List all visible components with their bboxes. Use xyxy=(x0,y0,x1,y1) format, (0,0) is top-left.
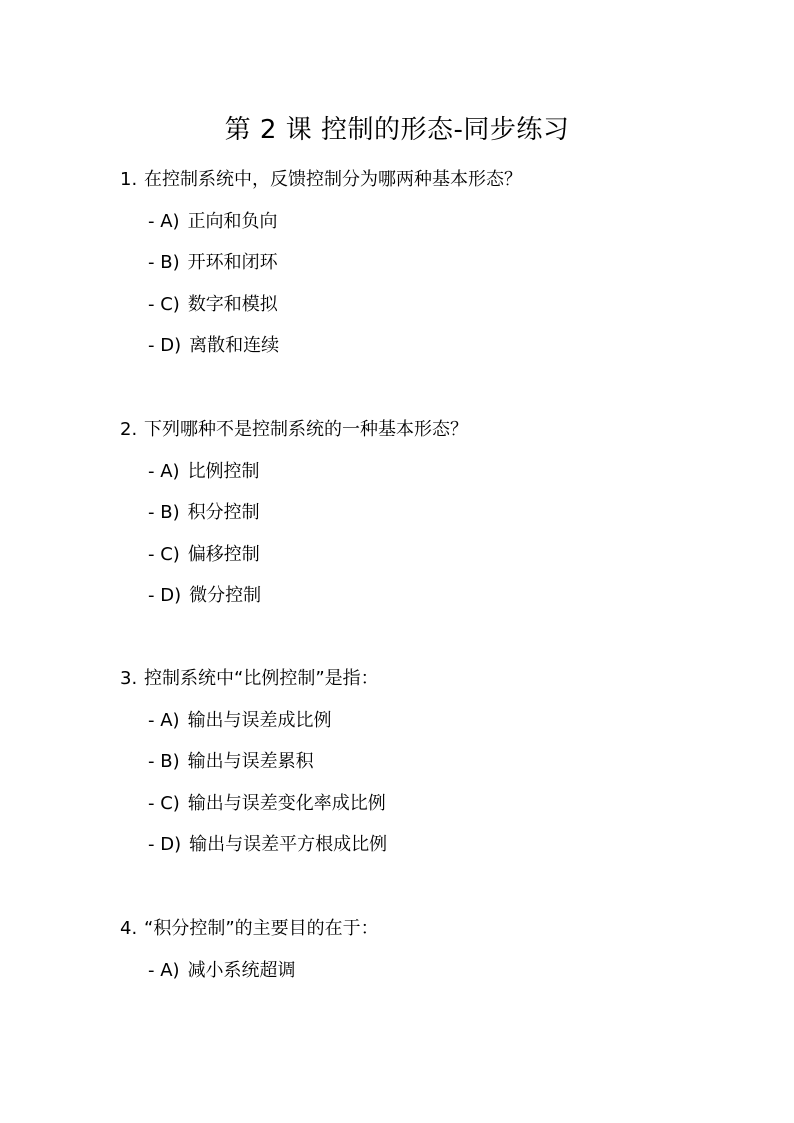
option-a xyxy=(148,708,760,734)
option-text: 比例控制 xyxy=(187,460,260,482)
option-label: - C) xyxy=(148,293,180,315)
question-stem xyxy=(120,916,760,942)
option-text: 减小系统超调 xyxy=(187,959,296,981)
option-label: - B) xyxy=(148,751,180,772)
option-d xyxy=(148,333,760,359)
option-label: - A) xyxy=(148,959,180,981)
option-label: - A) xyxy=(148,210,180,232)
question-2 xyxy=(120,417,760,609)
option-c xyxy=(148,791,760,817)
option-d xyxy=(148,583,760,609)
option-b xyxy=(148,250,760,276)
option-d xyxy=(148,832,760,858)
question-4 xyxy=(120,916,760,984)
option-text: 正向和负向 xyxy=(187,210,278,232)
page-title: 第 2 课 控制的形态-同步练习 xyxy=(224,115,570,145)
question-stem xyxy=(120,666,760,692)
option-a xyxy=(148,459,760,485)
option-text: 积分控制 xyxy=(187,502,260,523)
question-stem xyxy=(120,417,760,443)
option-b xyxy=(148,749,760,775)
option-label: - C) xyxy=(148,792,180,814)
option-a xyxy=(148,958,760,984)
option-c xyxy=(148,542,760,568)
question-3 xyxy=(120,666,760,858)
option-b xyxy=(148,500,760,526)
option-label: - A) xyxy=(148,460,180,482)
option-text: 输出与误差累积 xyxy=(187,751,314,772)
question-text: 在控制系统中，反馈控制分为哪两种基本形态？ xyxy=(144,169,522,190)
question-number: 4. xyxy=(120,918,138,939)
option-text: 偏移控制 xyxy=(187,543,260,565)
option-label: - D) xyxy=(148,585,182,606)
option-label: - D) xyxy=(148,335,182,356)
option-text: 输出与误差变化率成比例 xyxy=(187,792,386,814)
question-stem xyxy=(120,167,760,193)
question-1 xyxy=(120,167,760,359)
question-text: 下列哪种不是控制系统的一种基本形态？ xyxy=(144,419,468,440)
option-text: 开环和闭环 xyxy=(187,252,278,273)
question-text: 控制系统中“比例控制”是指： xyxy=(144,668,379,689)
option-label: - A) xyxy=(148,709,180,731)
question-number: 2. xyxy=(120,419,138,440)
option-label: - C) xyxy=(148,543,180,565)
option-label: - D) xyxy=(148,834,182,855)
question-number: 1. xyxy=(120,169,138,190)
option-text: 离散和连续 xyxy=(189,335,280,356)
option-label: - B) xyxy=(148,252,180,273)
option-label: - B) xyxy=(148,502,180,523)
option-text: 输出与误差平方根成比例 xyxy=(189,834,388,855)
option-c xyxy=(148,292,760,318)
option-text: 输出与误差成比例 xyxy=(187,709,332,731)
question-number: 3. xyxy=(120,668,138,689)
option-a xyxy=(148,209,760,235)
option-text: 数字和模拟 xyxy=(187,293,278,315)
question-text: “积分控制”的主要目的在于： xyxy=(144,918,379,939)
option-text: 微分控制 xyxy=(189,585,262,606)
